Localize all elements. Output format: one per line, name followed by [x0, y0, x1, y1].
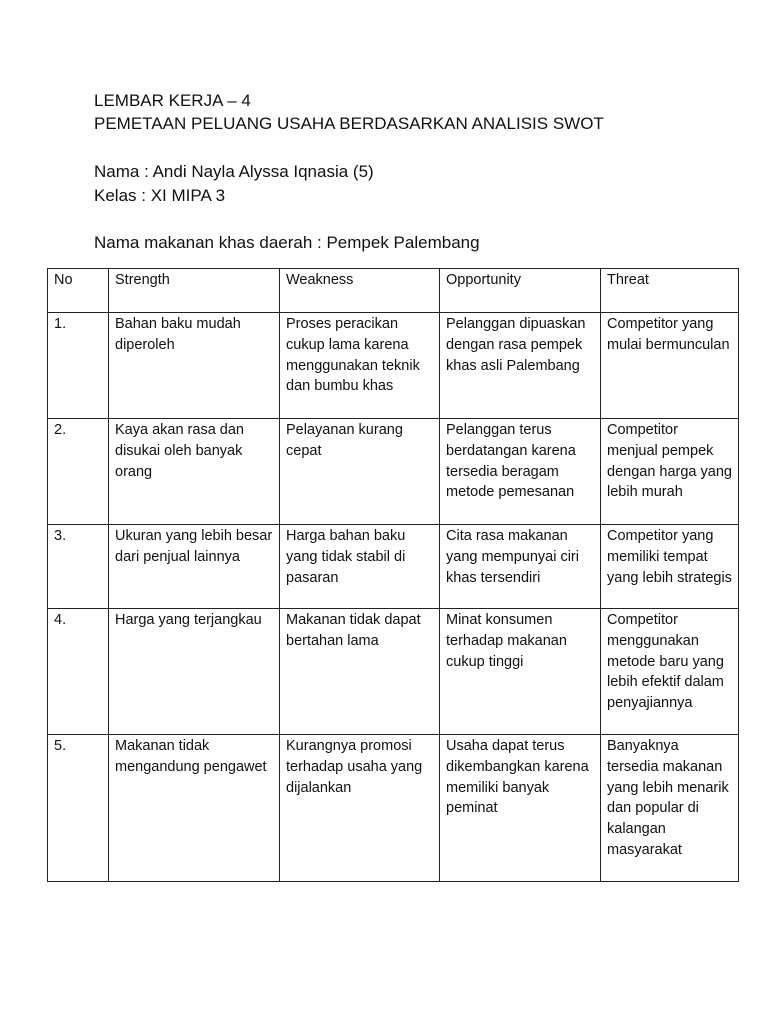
cell-opportunity: Pelanggan dipuaskan dengan rasa pempek khas asli Palembang: [440, 313, 601, 419]
cell-weakness: Kurangnya promosi terhadap usaha yang dijalankan: [280, 735, 440, 882]
worksheet-title: PEMETAAN PELUANG USAHA BERDASARKAN ANALISIS SWOT: [94, 114, 604, 133]
cell-weakness: Makanan tidak dapat bertahan lama: [280, 609, 440, 735]
column-header-weakness: Weakness: [280, 269, 440, 313]
cell-weakness: Proses peracikan cukup lama karena menggunakan teknik dan bumbu khas: [280, 313, 440, 419]
table-header-row: [48, 269, 739, 313]
cell-threat: Competitor menggunakan metode baru yang lebih efektif dalam penyajiannya: [601, 609, 739, 735]
column-header-threat: Threat: [601, 269, 739, 313]
cell-threat: Competitor menjual pempek dengan harga yang lebih murah: [601, 419, 739, 525]
cell-threat: Competitor yang memiliki tempat yang lebih strategis: [601, 525, 739, 609]
swot-table: [47, 268, 739, 882]
column-header-no: No: [48, 269, 109, 313]
cell-strength: Makanan tidak mengandung pengawet: [109, 735, 280, 882]
table-row: [48, 609, 739, 735]
cell-opportunity: Minat konsumen terhadap makanan cukup tinggi: [440, 609, 601, 735]
table-row: [48, 313, 739, 419]
cell-opportunity: Cita rasa makanan yang mempunyai ciri khas tersendiri: [440, 525, 601, 609]
cell-threat: Competitor yang mulai bermunculan: [601, 313, 739, 419]
student-class: Kelas : XI MIPA 3: [94, 186, 226, 205]
table-row: [48, 525, 739, 609]
column-header-opportunity: Opportunity: [440, 269, 601, 313]
cell-strength: Ukuran yang lebih besar dari penjual lainnya: [109, 525, 280, 609]
cell-opportunity: Pelanggan terus berdatangan karena tersedia beragam metode pemesanan: [440, 419, 601, 525]
cell-weakness: Harga bahan baku yang tidak stabil di pasaran: [280, 525, 440, 609]
cell-opportunity: Usaha dapat terus dikembangkan karena memiliki banyak peminat: [440, 735, 601, 882]
column-header-strength: Strength: [109, 269, 280, 313]
cell-no: 4.: [48, 609, 109, 735]
table-row: [48, 735, 739, 882]
cell-threat: Banyaknya tersedia makanan yang lebih menarik dan popular di kalangan masyarakat: [601, 735, 739, 882]
cell-no: 1.: [48, 313, 109, 419]
student-name: Nama : Andi Nayla Alyssa Iqnasia (5): [94, 162, 374, 181]
cell-no: 5.: [48, 735, 109, 882]
worksheet-number: LEMBAR KERJA – 4: [94, 91, 251, 110]
cell-weakness: Pelayanan kurang cepat: [280, 419, 440, 525]
table-row: [48, 419, 739, 525]
cell-strength: Bahan baku mudah diperoleh: [109, 313, 280, 419]
cell-strength: Kaya akan rasa dan disukai oleh banyak orang: [109, 419, 280, 525]
cell-no: 3.: [48, 525, 109, 609]
regional-food-name: Nama makanan khas daerah : Pempek Palembang: [94, 233, 480, 252]
cell-no: 2.: [48, 419, 109, 525]
cell-strength: Harga yang terjangkau: [109, 609, 280, 735]
